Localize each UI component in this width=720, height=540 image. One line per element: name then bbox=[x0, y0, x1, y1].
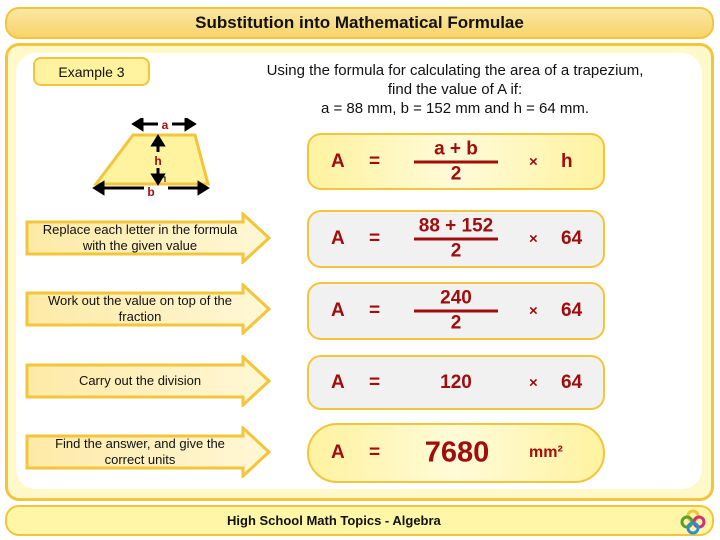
logo-icon bbox=[680, 509, 706, 535]
lhs: A bbox=[331, 371, 345, 393]
question-line: Using the formula for calculating the area of a trapezium, bbox=[266, 62, 644, 79]
equals: = bbox=[369, 371, 381, 393]
step-arrow bbox=[25, 212, 271, 264]
division-row bbox=[307, 355, 605, 410]
equals: = bbox=[369, 442, 381, 463]
step-arrow bbox=[25, 283, 271, 335]
fraction bbox=[414, 288, 498, 335]
equals: = bbox=[369, 150, 381, 172]
substitution-row bbox=[307, 210, 605, 268]
answer-unit: mm² bbox=[529, 444, 563, 461]
numerator: a + b bbox=[414, 138, 498, 163]
denominator: 2 bbox=[450, 240, 462, 262]
numerator-row bbox=[307, 282, 605, 340]
numerator: 240 bbox=[414, 288, 498, 313]
lhs: A bbox=[331, 228, 345, 249]
label-a: a bbox=[161, 118, 169, 132]
answer-row bbox=[307, 423, 605, 483]
times: × bbox=[529, 153, 538, 170]
question-text bbox=[215, 61, 695, 118]
times: × bbox=[529, 230, 538, 248]
step-arrow bbox=[25, 355, 271, 407]
lhs: A bbox=[331, 442, 345, 463]
multiplier: 64 bbox=[561, 300, 583, 321]
denominator: 2 bbox=[450, 312, 462, 334]
page-title: Substitution into Mathematical Formulae bbox=[5, 7, 714, 39]
multiplier: 64 bbox=[561, 228, 583, 249]
equals: = bbox=[369, 300, 381, 321]
numerator: 88 + 152 bbox=[414, 216, 498, 241]
formula-row bbox=[307, 133, 605, 190]
trapezium-diagram bbox=[90, 118, 220, 198]
times: × bbox=[529, 374, 538, 391]
quotient: 120 bbox=[440, 371, 472, 393]
footer bbox=[5, 505, 714, 536]
times: × bbox=[529, 302, 538, 320]
question-line: a = 88 mm, b = 152 mm and h = 64 mm. bbox=[320, 100, 590, 117]
fraction bbox=[414, 138, 498, 185]
multiplier: h bbox=[561, 150, 573, 172]
lhs: A bbox=[331, 300, 345, 321]
lhs: A bbox=[331, 150, 345, 172]
step-label: Carry out the division bbox=[78, 373, 202, 388]
label-h: h bbox=[154, 154, 162, 168]
equals: = bbox=[369, 228, 381, 249]
fraction bbox=[414, 216, 498, 263]
answer-value: 7680 bbox=[424, 436, 490, 469]
footer-text: High School Math Topics - Algebra bbox=[227, 513, 441, 528]
step-arrow bbox=[25, 426, 271, 478]
question-line: find the value of A if: bbox=[387, 81, 523, 98]
step-label: Find the answer, and give the correct units bbox=[55, 436, 225, 467]
example-label: Example 3 bbox=[33, 57, 150, 86]
multiplier: 64 bbox=[561, 371, 583, 393]
step-label: Replace each letter in the formula with the given value bbox=[42, 222, 238, 253]
label-b: b bbox=[147, 185, 155, 198]
denominator: 2 bbox=[450, 163, 462, 184]
step-label: Work out the value on top of the fraction bbox=[47, 293, 233, 324]
